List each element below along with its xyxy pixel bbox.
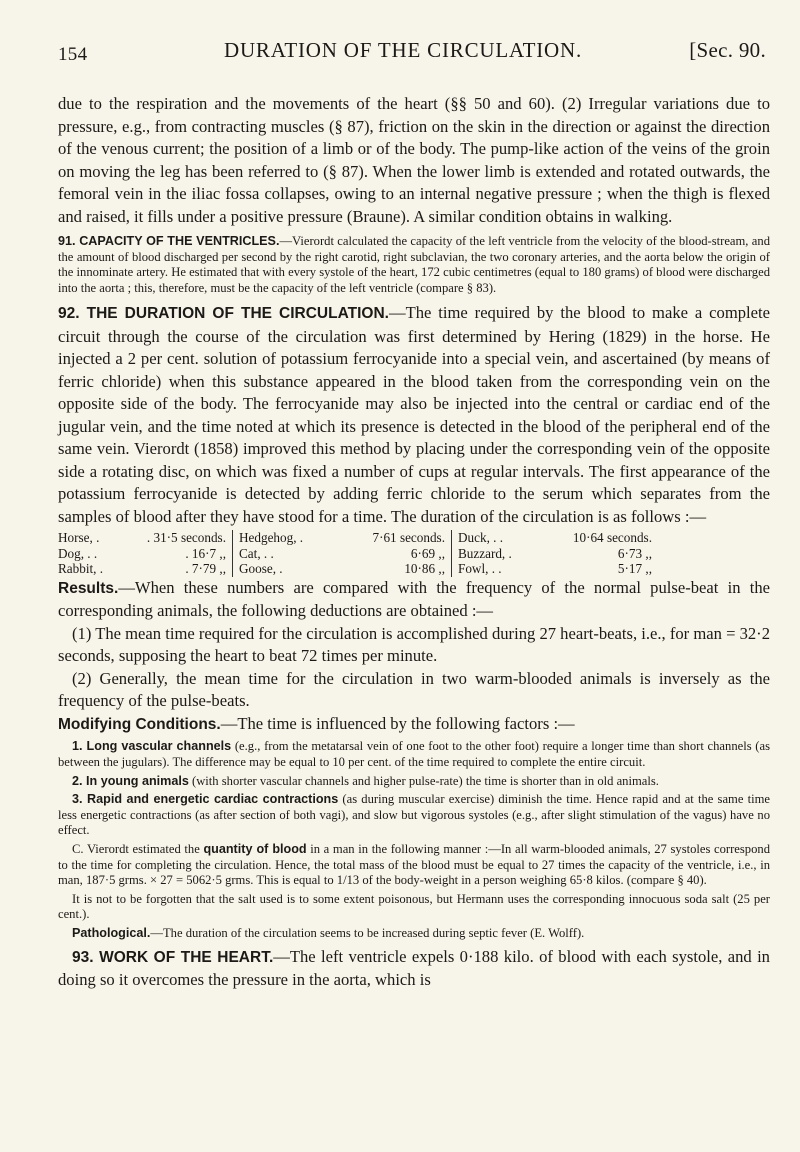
factor-1 (58, 739, 770, 770)
running-title: DURATION OF THE CIRCULATION. (224, 38, 583, 62)
animal-name: Buzzard, . (458, 545, 512, 561)
animal-name: Cat, . . (239, 545, 274, 561)
factor-1-text: (e.g., from the metatarsal vein of one foot to the other foot) require a longer time than short channels (as between the jugulars). The difference may be equal to 10 per cent. of the time required to complete the entire circuit. (58, 739, 770, 769)
blood-quantity-text-b: in a man in the following manner :—In all warm-blooded animals, 27 systoles correspond to the time for completing the circulation. Hence, the total mass of the blood must be equal to 27 times the capacity of the ventricle, i.e., in man, 187·5 grms. × 27 = 5062·5 grms. This is equal to (58, 841, 770, 888)
page-number: 154 (58, 44, 88, 65)
factor-2-heading: 2. In young animals (72, 773, 189, 788)
hermann-note: It is not to be forgotten that the salt used is to some extent poisonous, but Hermann uses the corresponding innocuous soda salt (25 per cent.). (58, 891, 770, 922)
animal-name: Hedgehog, . (239, 530, 304, 546)
results-text: —When these numbers are compared with the frequency of the normal pulse-beat in the corresponding animals, the following deductions are obtained :— (58, 577, 770, 621)
blood-quantity-heading: quantity of blood (203, 841, 307, 856)
rates-column-2 (232, 530, 451, 577)
animal-time: . 16·7 ,, (185, 545, 226, 561)
animal-time: 7·61 seconds. (372, 530, 445, 546)
section-92-heading: 92. THE DURATION OF THE CIRCULATION. (58, 305, 389, 323)
animal-name: Goose, . (239, 561, 283, 577)
section-93-text: —The left ventricle expels 0·188 kilo. of blood with each systole, and in doing so it overcomes the pressure in the aorta, which is (58, 946, 770, 989)
page-body (58, 93, 770, 992)
section-93-paragraph (58, 946, 770, 992)
section-93-heading: 93. WORK OF THE HEART. (72, 948, 274, 966)
factor-3 (58, 792, 770, 839)
results-heading: Results. (58, 579, 119, 597)
animal-name: Dog, . . (58, 545, 98, 561)
modifying-conditions-heading: Modifying Conditions. (58, 715, 221, 733)
factor-2 (58, 774, 770, 790)
animal-time: . 31·5 seconds. (146, 530, 226, 546)
blood-quantity-text-a: C. Vierordt estimated the (72, 841, 204, 856)
factor-2-text: (with shorter vascular channels and higher pulse-rate) the time is shorter than in old animals. (188, 773, 659, 788)
section-91-heading: 91. CAPACITY OF THE VENTRICLES. (58, 234, 280, 248)
results-paragraph (58, 577, 770, 623)
rate-row (239, 530, 445, 546)
factor-1-heading: 1. Long vascular channels (72, 739, 232, 754)
section-92-text: —The time required by the blood to make a complete circuit through the course of the circulation was first determined by Hering (1829) in the horse. He injected a 2 per cent. solution of potassium ferrocyanide into a special vein, and ascertained (by means of ferric chloride) when this substance appeared in the blood taken from the corresponding vein on the opposite side of the body. The ferrocyanide may also be injected into the central or cardiac end of the jugular vein, and the time noted at which its presence is detected in the blood of the peripheral end of the same vein. Vierordt (1858) improved this method by placing under the corresponding vein of the opposite side a rotating disc, on which was fixed a number of cups at regular intervals. The first appearance of the potassium ferrocyanide is detected by adding ferric chloride to the serum which separates from the samples of blood after they have stood for a time. The duration of the circulation is as follows :— (58, 303, 770, 526)
rates-column-3 (451, 530, 658, 577)
animal-name: Fowl, . . (458, 561, 502, 577)
intro-paragraph: due to the respiration and the movements of the heart (§§ 50 and 60). (2) Irregular variations due to pressure, e.g., from contracting muscles (§ 87), friction on the skin in the direction or against the direction of the venous current; the position of a limb or of the body. The pump-like action of the veins of the groin on moving the leg has been referred to (§ 87). When the lower limb is extended and rotated outwards, the femoral vein in the iliac fossa collapses, owing to an internal negative pressure ; when the thigh is flexed and raised, it fills under a positive pressure (Braune). A similar condition obtains in walking. (58, 94, 770, 226)
rate-row (58, 561, 226, 577)
rate-row (458, 561, 652, 577)
modifying-conditions-paragraph (58, 713, 770, 737)
blood-fraction: 1/13 (336, 873, 360, 888)
modifying-conditions-text: —The time is influenced by the following factors :— (220, 713, 575, 733)
animal-name: Horse, . (58, 530, 100, 546)
rates-column-1 (58, 530, 232, 577)
running-header (58, 34, 770, 74)
rate-row (458, 546, 652, 562)
animal-time: 10·86 ,, (404, 561, 445, 577)
result-point-1: (1) The mean time required for the circulation is accomplished during 27 heart-beats, i.e., for man = 32·2 seconds, supposing the heart to beat 72 times per minute. (58, 623, 770, 666)
animal-time: 5·17 ,, (617, 561, 652, 577)
animal-name: Rabbit, . (58, 561, 104, 577)
pathological-heading: Pathological. (72, 925, 151, 940)
section-91-text: —Vierordt calculated the capacity of the left ventricle from the velocity of the blood-stream, and the amount of blood discharged per second by the right carotid, right subclavian, the two coronary arteries, and the aorta below the origin of the innominate artery. He estimated that with every systole of the heart, 172 cubic centimetres (equal to 180 grams) of blood were discharged into the aorta ; this, therefore, must be the capacity of the left ventricle (compare § 83). (58, 234, 770, 295)
rate-row (239, 561, 445, 577)
section-91-paragraph (58, 234, 770, 296)
animal-time: . 7·79 ,, (185, 561, 226, 577)
rate-row (58, 530, 226, 546)
animal-time: 10·64 seconds. (572, 530, 652, 546)
animal-time: 6·69 ,, (410, 545, 445, 561)
blood-quantity-text-c: of the body-weight in a person weighing 65·8 kilos. (compare § 40). (359, 873, 707, 888)
rate-row (239, 546, 445, 562)
blood-quantity-note (58, 842, 770, 889)
animal-name: Duck, . . (458, 530, 504, 546)
section-92-paragraph (58, 302, 770, 528)
circulation-times-table (58, 530, 770, 577)
pathological-note (58, 926, 770, 942)
result-point-2: (2) Generally, the mean time for the circulation in two warm-blooded animals is inversely as the frequency of the pulse-beats. (58, 668, 770, 711)
section-label: [Sec. 90. (689, 38, 766, 62)
rate-row (458, 530, 652, 546)
pathological-text: —The duration of the circulation seems to be increased during septic fever (E. Wolff). (150, 925, 585, 940)
factor-3-text: (as during muscular exercise) diminish the time. Hence rapid and at the same time less energetic contractions (as after section of both vagi), and slow but vigorous systoles (e.g., after slight stimulation of the vagus) have no effect. (58, 792, 770, 838)
animal-time: 6·73 ,, (617, 545, 652, 561)
factor-3-heading: 3. Rapid and energetic cardiac contractions (72, 792, 339, 807)
rate-row (58, 546, 226, 562)
